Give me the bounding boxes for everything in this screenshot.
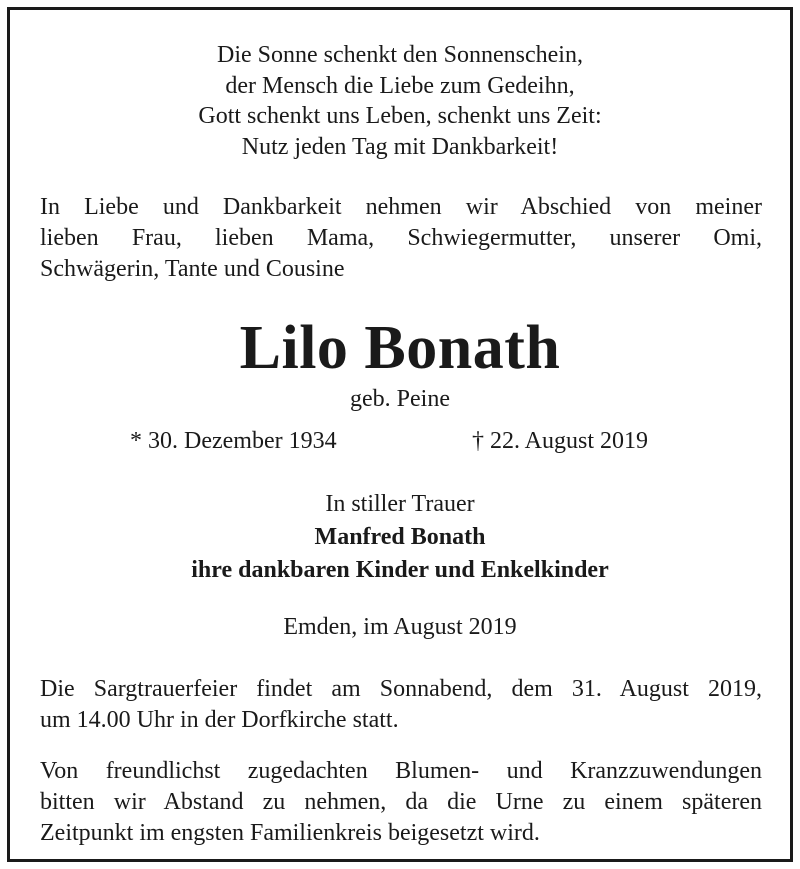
birth-date: * 30. Dezember 1934 bbox=[130, 428, 337, 454]
intro-line: Schwägerin, Tante und Cousine bbox=[40, 256, 345, 282]
intro-line: lieben Frau, lieben Mama, Schwiegermutter, unserer Omi, bbox=[40, 225, 762, 251]
mourner-spouse: Manfred Bonath bbox=[314, 524, 486, 550]
poem-line: Gott schenkt uns Leben, schenkt uns Zeit: bbox=[198, 103, 602, 129]
poem-line: Nutz jeden Tag mit Dankbarkeit! bbox=[241, 133, 559, 160]
mourners-block bbox=[10, 488, 790, 587]
mourner-family: ihre dankbaren Kinder und Enkelkinder bbox=[191, 557, 609, 583]
place-date: Emden, im August 2019 bbox=[283, 614, 517, 640]
poem-line: Die Sonne schenkt den Sonnenschein, bbox=[217, 42, 583, 68]
intro-line: In Liebe und Dankbarkeit nehmen wir Abschied von meiner bbox=[40, 194, 762, 220]
service-line: Die Sargtrauerfeier findet am Sonnabend, dem 31. August 2019, bbox=[40, 676, 762, 702]
service-info bbox=[40, 674, 762, 736]
mourners-heading: In stiller Trauer bbox=[325, 491, 475, 517]
poem bbox=[10, 40, 790, 162]
poem-line: der Mensch die Liebe zum Gedeihn, bbox=[225, 72, 575, 99]
flowers-note bbox=[40, 756, 762, 849]
intro-text bbox=[40, 192, 762, 285]
death-date: † 22. August 2019 bbox=[472, 428, 649, 454]
obituary-notice bbox=[7, 7, 793, 862]
birth-name: geb. Peine bbox=[350, 386, 450, 412]
flowers-line: Zeitpunkt im engsten Familienkreis beigesetzt wird. bbox=[40, 820, 540, 846]
deceased-name: Lilo Bonath bbox=[239, 314, 561, 382]
flowers-line: bitten wir Abstand zu nehmen, da die Urne zu einem späteren bbox=[40, 789, 762, 815]
flowers-line: Von freundlichst zugedachten Blumen- und Kranzzuwendungen bbox=[40, 758, 762, 784]
service-line: um 14.00 Uhr in der Dorfkirche statt. bbox=[40, 707, 399, 733]
